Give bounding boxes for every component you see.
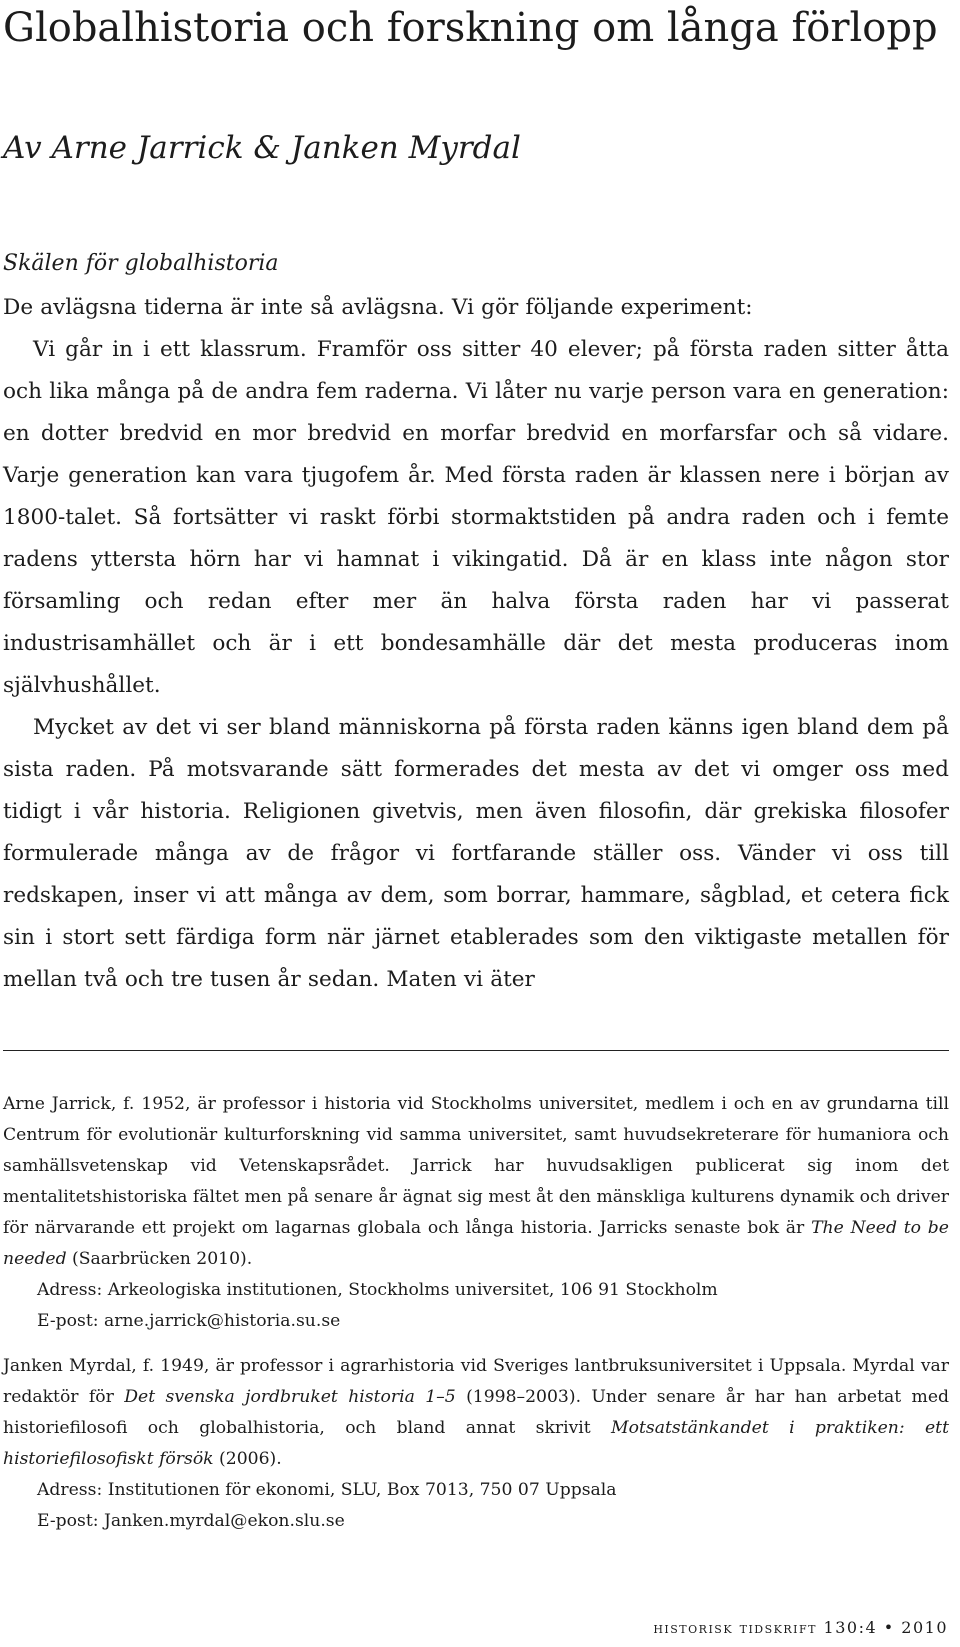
book-title: Motsatstänkandet i praktiken: ett historiefilosofiskt försök (3, 1418, 949, 1469)
email-myrdal: E-post: Janken.myrdal@ekon.slu.se (37, 1511, 345, 1531)
body-paragraph: De avlägsna tiderna är inte så avlägsna. Vi gör följande experiment: (3, 295, 753, 320)
footnote-divider (3, 1050, 949, 1051)
section-heading: Skälen för globalhistoria (3, 251, 279, 276)
address-myrdal: Adress: Institutionen för ekonomi, SLU, Box 7013, 750 07 Uppsala (37, 1480, 617, 1500)
bio-text: Arne Jarrick, f. 1952, är professor i historia vid Stockholms universitet, medlem i och en av grundarna till Centrum för evolutionär kulturforskning vid samma universitet, samt huvudsekreterare för humaniora och samhällsvetenskap vid Vetenskapsrådet. Jarrick har huvudsakligen publicerat sig inom det mentalitetshistoriska fältet men på senare år ägnat sig mest åt den mänskliga kulturens dynamik och driver för närvarande ett projekt om lagarnas globala och långa historia. Jarricks senaste bok är (3, 1094, 949, 1238)
bio-text: (Saarbrücken 2010). (66, 1249, 253, 1269)
bio-text: (2006). (213, 1449, 282, 1469)
bio-text: (1998–2003). Under senare år har han arbetat med historiefilosofi och globalhistoria, och bland annat skrivit (3, 1387, 949, 1438)
author-bio-myrdal (3, 1351, 949, 1475)
body-paragraph: Mycket av det vi ser bland människorna på första raden känns igen bland dem på sista raden. På motsvarande sätt formerades det mesta av det vi omger oss med tidigt i vår historia. Religionen givetvis, men även filosofin, där grekiska filosofer formulerade många av de frågor vi fortfarande ställer oss. Vänder vi oss till redskapen, inser vi att många av dem, som borrar, hammare, sågblad, et cetera fick sin i stort sett färdiga form när järnet etablerades som den viktigaste metallen för mellan två och tre tusen år sedan. Maten vi äter (3, 715, 949, 992)
address-jarrick: Adress: Arkeologiska institutionen, Stockholms universitet, 106 91 Stockholm (37, 1280, 718, 1300)
article-title: Globalhistoria och forskning om långa förlopp (3, 5, 938, 51)
book-title: The Need to be needed (3, 1218, 949, 1269)
bio-text: Janken Myrdal, f. 1949, är professor i agrarhistoria vid Sveriges lantbruksuniversitet i Uppsala. Myrdal var redaktör för (3, 1356, 949, 1407)
work-title: Det svenska jordbruket historia 1–5 (124, 1387, 456, 1407)
email-jarrick: E-post: arne.jarrick@historia.su.se (37, 1311, 341, 1331)
article-byline: Av Arne Jarrick & Janken Myrdal (3, 130, 521, 166)
body-paragraph: Vi går in i ett klassrum. Framför oss sitter 40 elever; på första raden sitter åtta och lika många på de andra fem raderna. Vi låter nu varje person vara en generation: en dotter bredvid en mor bredvid en morfar bredvid en morfarsfar och så vidare. Varje generation kan vara tjugofem år. Med första raden är klassen nere i början av 1800-talet. Så fortsätter vi raskt förbi stormaktstiden på andra raden och i femte radens yttersta hörn har vi hamnat i vikingatid. Då är en klass inte någon stor församling och redan efter mer än halva första raden har vi passerat industrisamhället och är i ett bondesamhälle där det mesta produceras inom självhushållet. (3, 337, 949, 698)
journal-footer: historisk tidskrift 130:4 • 2010 (653, 1618, 948, 1637)
author-notes (3, 1089, 949, 1537)
article-body (3, 287, 949, 1001)
author-bio-jarrick (3, 1089, 949, 1275)
